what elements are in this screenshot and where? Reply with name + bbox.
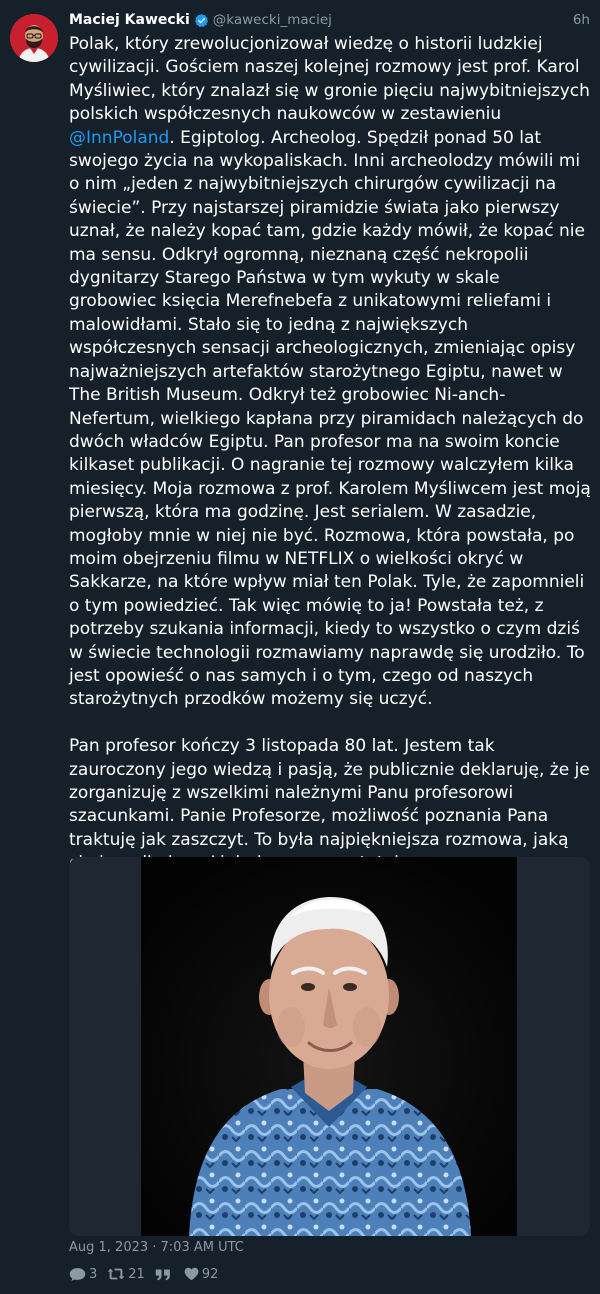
author-display-name[interactable]: Maciej Kawecki <box>69 12 190 28</box>
tweet-header <box>69 9 590 31</box>
heart-icon <box>184 1267 202 1281</box>
tweet-text-segment: Polak, który zrewolucjonizował wiedzę o historii ludzkiej cywilizacji. Gościem naszej kolejnej rozmowy jest prof. Karol Myśliwiec, który znalazł się w gronie pięciu najwybitniejszych polskich współczesnych naukowców w zestawieniu <box>69 34 590 125</box>
mention-link[interactable]: @InnPoland <box>69 127 170 148</box>
relative-time[interactable]: 6h <box>572 12 590 28</box>
tweet-timestamp[interactable]: Aug 1, 2023 · 7:03 AM UTC <box>69 1240 244 1255</box>
media-attachment[interactable] <box>69 857 590 1236</box>
retweet-button[interactable] <box>107 1267 145 1282</box>
attached-photo[interactable] <box>141 857 517 1236</box>
tweet-text-segment: Pan profesor kończy 3 listopada 80 lat. Jestem tak zauroczony jego wiedzą i pasją, że publicznie deklaruję, że je zorganizuję z wszelkimi należnymi Panu profesorowi szacunkami. Panie Profesorze, możliwość poznania Pana traktuję jak zaszczyt. To była najpiękniejsza rozmowa, jaką <box>69 736 590 850</box>
comment-icon <box>69 1267 89 1282</box>
quote-icon <box>155 1268 174 1281</box>
retweet-count: 21 <box>128 1266 145 1282</box>
tweet-body <box>69 33 591 899</box>
tweet-actions <box>69 1264 228 1284</box>
like-button[interactable] <box>184 1267 219 1282</box>
avatar[interactable] <box>10 14 58 62</box>
verified-badge-icon <box>194 13 209 28</box>
reply-button[interactable] <box>69 1267 97 1282</box>
tweet-paragraph-1 <box>69 33 591 712</box>
tweet-text-segment: . Egiptolog. Archeolog. Spędził ponad 50 lat swojego życia na wykopaliskach. Inni archeolodzy mówili mi o nim „jeden z najwybitniejszych chirurgów cywilizacji na świecie”. Przy najstarszej piramidzie świata jako pierwszy uznał, że należy kopać tam, gdzie każdy mówił, że kopać nie ma sensu. Odkrył ogromną, nieznaną część nekropolii dygnitarzy Starego Państwa w tym wykuty w skale grobowiec księcia Merefnebefa z unikatowymi reliefami i malowidłami. Stało się to jedną z największych współczesnych sensacji archeologicznych, zmieniając opisy najważniejszych artefaktów starożytnego Egiptu, nawet w The British Museum. Odkrył też grobowiec Ni-anch-Nefertum, wielkiego kapłana przy piramidach należących do dwóch władców Egiptu. Pan profesor ma na swoim koncie kilkaset publikacji. O nagranie tej rozmowy walczyłem kilka miesięcy. Moja rozmowa z prof. Karolem Myśliwcem jest moją pierwszą, która ma godzinę. Jest serialem. W zasadzie, mogłoby mnie w niej nie być. Rozmowa, która powstała, po moim obejrzeniu filmu w NETFLIX o wielkości okryć w Sakkarze, na które wpływ miał ten Polak. Tyle, że zapomnieli o tym powiedzieć. Tak więc mówię to ja! Powstała też, z potrzeby szukania informacji, kiedy to wszystko o czym dziś w świecie technologii rozmawiamy naprawdę się urodziło. To jest opowieść o nas samych i o tym, czego od naszych starożytnych przodków możemy się uczyć. <box>69 127 591 710</box>
retweet-icon <box>107 1267 128 1281</box>
author-handle[interactable]: @kawecki_maciej <box>212 12 332 28</box>
like-count: 92 <box>201 1266 219 1282</box>
quote-button[interactable] <box>155 1268 174 1281</box>
reply-count: 3 <box>89 1266 98 1282</box>
